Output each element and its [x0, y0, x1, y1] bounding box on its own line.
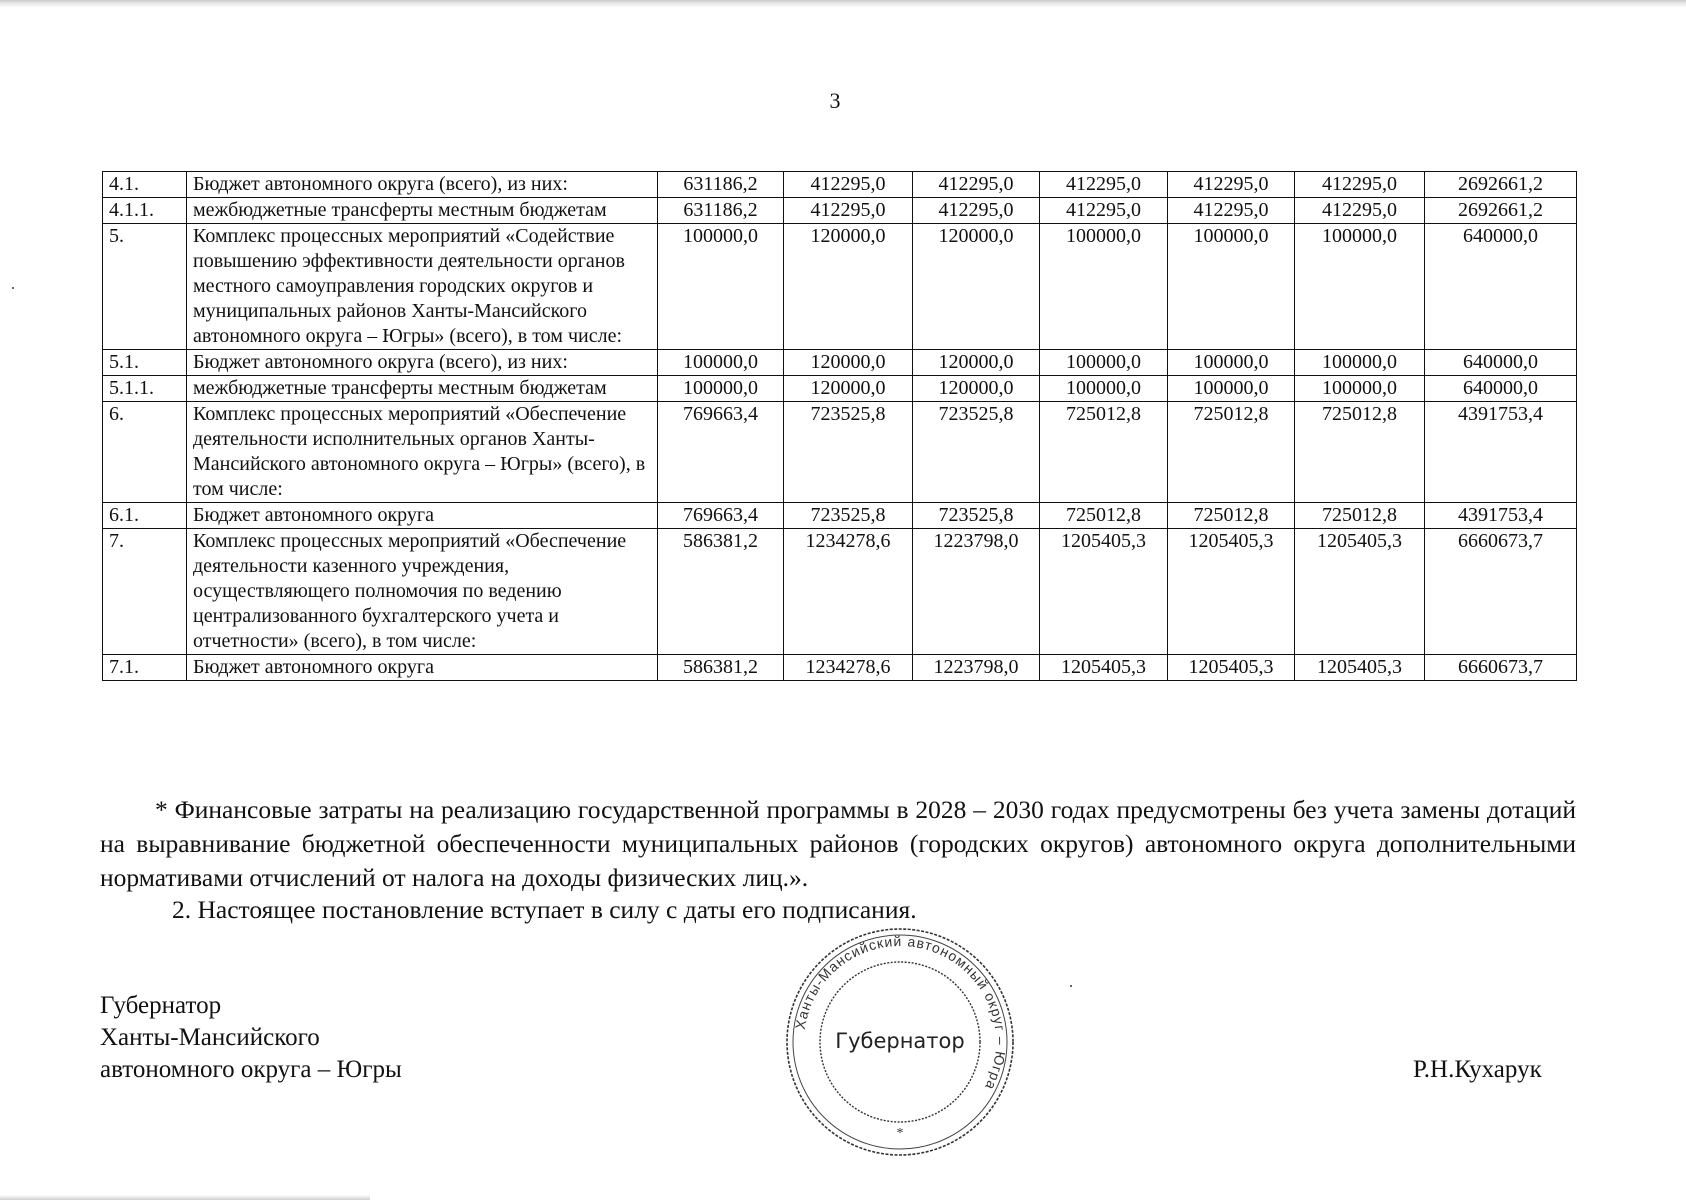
- scan-edge-top: [0, 0, 1686, 8]
- row-value: 1205405,3: [1295, 529, 1425, 655]
- row-value: 723525,8: [784, 402, 913, 503]
- row-value: 412295,0: [1040, 198, 1168, 224]
- footnote: * Финансовые затраты на реализацию государственной программы в 2028 – 2030 годах предусмотрены без учета замены дотаций на выравнивание бюджетной обеспеченности муниципальных районов (городских округов) автономного округа дополнительными нормативами отчислений от налога на доходы физических лиц.».: [100, 795, 1576, 892]
- row-code: 4.1.1.: [103, 198, 187, 224]
- row-value: 723525,8: [784, 503, 913, 529]
- row-value: 412295,0: [913, 172, 1040, 198]
- row-value: 1205405,3: [1040, 529, 1168, 655]
- row-value: 2692661,2: [1425, 172, 1577, 198]
- row-value: 412295,0: [1295, 172, 1425, 198]
- row-description: Бюджет автономного округа: [187, 503, 658, 529]
- table-row: [103, 402, 1577, 503]
- row-value: 412295,0: [1295, 198, 1425, 224]
- row-value: 120000,0: [784, 350, 913, 376]
- scan-speck: [1070, 985, 1072, 987]
- row-value: 100000,0: [1295, 350, 1425, 376]
- official-seal: [782, 924, 1018, 1160]
- row-value: 100000,0: [1168, 224, 1295, 350]
- row-value: 640000,0: [1425, 376, 1577, 402]
- budget-table-body: [103, 172, 1577, 681]
- row-value: 100000,0: [1040, 224, 1168, 350]
- row-value: 100000,0: [658, 350, 784, 376]
- row-value: 2692661,2: [1425, 198, 1577, 224]
- row-value: 640000,0: [1425, 224, 1577, 350]
- row-value: 100000,0: [1040, 350, 1168, 376]
- signatory-name: Р.Н.Кухарук: [1413, 1056, 1542, 1083]
- row-description: межбюджетные трансферты местным бюджетам: [187, 376, 658, 402]
- row-value: 412295,0: [784, 172, 913, 198]
- row-code: 7.1.: [103, 655, 187, 681]
- row-value: 412295,0: [1168, 172, 1295, 198]
- clause-entry-into-force: 2. Настоящее постановление вступает в силу с даты его подписания.: [172, 895, 917, 924]
- row-value: 4391753,4: [1425, 503, 1577, 529]
- row-description: Бюджет автономного округа (всего), из них:: [187, 350, 658, 376]
- row-code: 7.: [103, 529, 187, 655]
- row-code: 6.1.: [103, 503, 187, 529]
- row-value: 725012,8: [1040, 503, 1168, 529]
- row-value: 6660673,7: [1425, 529, 1577, 655]
- row-value: 412295,0: [784, 198, 913, 224]
- row-value: 631186,2: [658, 198, 784, 224]
- row-value: 1205405,3: [1168, 529, 1295, 655]
- row-value: 725012,8: [1040, 402, 1168, 503]
- row-value: 100000,0: [1168, 350, 1295, 376]
- row-value: 723525,8: [913, 402, 1040, 503]
- scan-speck: [12, 287, 14, 289]
- row-value: 1205405,3: [1295, 655, 1425, 681]
- row-description: Комплекс процессных мероприятий «Содействие повышению эффективности деятельности органов местного самоуправления городских округов и муниципальных районов Ханты-Мансийского автономного округа – Югры» (всего), в том числе:: [187, 224, 658, 350]
- table-row: [103, 376, 1577, 402]
- row-value: 723525,8: [913, 503, 1040, 529]
- seal-star-icon: *: [896, 1126, 904, 1141]
- table-row: [103, 529, 1577, 655]
- row-description: межбюджетные трансферты местным бюджетам: [187, 198, 658, 224]
- table-row: [103, 350, 1577, 376]
- row-code: 5.: [103, 224, 187, 350]
- row-code: 5.1.1.: [103, 376, 187, 402]
- signature-title-line: Ханты-Мансийского: [100, 1024, 320, 1051]
- row-value: 640000,0: [1425, 350, 1577, 376]
- signature-title: [100, 990, 402, 1086]
- row-value: 412295,0: [1168, 198, 1295, 224]
- budget-table: [102, 171, 1577, 681]
- row-value: 1205405,3: [1168, 655, 1295, 681]
- row-value: 586381,2: [658, 529, 784, 655]
- row-description: Бюджет автономного округа: [187, 655, 658, 681]
- signature-title-line: Губернатор: [100, 992, 222, 1019]
- row-value: 586381,2: [658, 655, 784, 681]
- table-row: [103, 172, 1577, 198]
- row-description: Комплекс процессных мероприятий «Обеспечение деятельности исполнительных органов Ханты-Мансийского автономного округа – Югры» (всего), в том числе:: [187, 402, 658, 503]
- row-value: 4391753,4: [1425, 402, 1577, 503]
- row-value: 100000,0: [1168, 376, 1295, 402]
- seal-ring-text: Ханты-Мансийский автономный округ – Югра: [791, 932, 1010, 1094]
- row-value: 1223798,0: [913, 655, 1040, 681]
- row-value: 1205405,3: [1040, 655, 1168, 681]
- row-value: 100000,0: [658, 224, 784, 350]
- scan-edge-bottom: [0, 1195, 370, 1200]
- page-number: 3: [829, 88, 841, 113]
- row-value: 120000,0: [784, 376, 913, 402]
- row-description: Бюджет автономного округа (всего), из них:: [187, 172, 658, 198]
- table-row: [103, 655, 1577, 681]
- row-value: 725012,8: [1295, 503, 1425, 529]
- row-value: 120000,0: [784, 224, 913, 350]
- row-code: 4.1.: [103, 172, 187, 198]
- row-code: 5.1.: [103, 350, 187, 376]
- row-value: 725012,8: [1295, 402, 1425, 503]
- table-row: [103, 224, 1577, 350]
- row-value: 1234278,6: [784, 655, 913, 681]
- row-value: 120000,0: [913, 350, 1040, 376]
- row-value: 120000,0: [913, 376, 1040, 402]
- row-description: Комплекс процессных мероприятий «Обеспечение деятельности казенного учреждения, осуществляющего полномочия по ведению централизованного бухгалтерского учета и отчетности» (всего), в том числе:: [187, 529, 658, 655]
- row-value: 100000,0: [1040, 376, 1168, 402]
- row-value: 1234278,6: [784, 529, 913, 655]
- row-value: 120000,0: [913, 224, 1040, 350]
- row-code: 6.: [103, 402, 187, 503]
- row-value: 412295,0: [1040, 172, 1168, 198]
- row-value: 769663,4: [658, 402, 784, 503]
- seal-center-text: Губернатор: [835, 1029, 965, 1053]
- row-value: 1223798,0: [913, 529, 1040, 655]
- row-value: 100000,0: [1295, 224, 1425, 350]
- table-row: [103, 198, 1577, 224]
- signature-title-line: автономного округа – Югры: [100, 1056, 402, 1083]
- row-value: 769663,4: [658, 503, 784, 529]
- row-value: 412295,0: [913, 198, 1040, 224]
- row-value: 100000,0: [1295, 376, 1425, 402]
- row-value: 631186,2: [658, 172, 784, 198]
- row-value: 725012,8: [1168, 503, 1295, 529]
- row-value: 725012,8: [1168, 402, 1295, 503]
- row-value: 6660673,7: [1425, 655, 1577, 681]
- row-value: 100000,0: [658, 376, 784, 402]
- table-row: [103, 503, 1577, 529]
